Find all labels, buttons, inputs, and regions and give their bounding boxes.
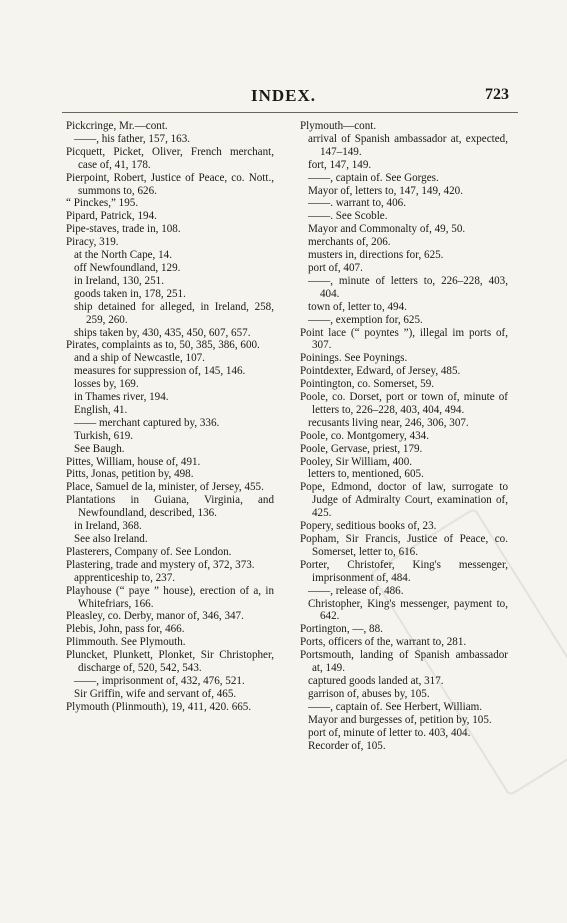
index-entry: Popham, Sir Francis, Justice of Peace, co. Somerset, letter to, 616.	[300, 533, 508, 558]
index-entry: Poinings. See Poynings.	[300, 352, 408, 365]
index-entry: Portsmouth, landing of Spanish ambassador at, 149.	[300, 649, 508, 675]
index-subentry: ——. See Scoble.	[308, 210, 388, 223]
index-subentry: See also Ireland.	[74, 533, 148, 545]
index-subentry: Recorder of, 105.	[308, 739, 386, 752]
index-entry: Pitts, Jonas, petition by, 498.	[66, 468, 194, 481]
index-entry: Pointdexter, Edward, of Jersey, 485.	[300, 365, 461, 378]
index-entry: Plantations in Guiana, Virginia, and Newfoundland, described, 136.	[66, 494, 274, 520]
index-subentry: ——, exemption for, 625.	[308, 313, 423, 326]
index-subentry: off Newfoundland, 129.	[74, 261, 181, 274]
index-subentry: in Ireland, 368.	[74, 520, 142, 533]
index-subentry: ——. warrant to, 406.	[308, 197, 406, 210]
index-entry: Pope, Edmond, doctor of law, surrogate to Judge of Admiralty Court, examination of, 425.	[300, 481, 508, 520]
index-entry: Picquett, Picket, Oliver, French merchant, case of, 41, 178.	[66, 145, 274, 171]
index-entry: Poole, co. Dorset, port or town of, minute of letters to, 226–228, 403, 404, 494.	[300, 391, 508, 416]
index-subentry: See Baugh.	[74, 442, 125, 455]
index-entry: Pierpoint, Robert, Justice of Peace, co. Nott., summons to, 626.	[66, 171, 274, 197]
index-subentry: Sir Griffin, wife and servant of, 465.	[74, 687, 237, 700]
index-subentry: —— merchant captured by, 336.	[74, 416, 220, 429]
index-entry: Plasterers, Company of. See London.	[66, 545, 232, 558]
index-subentry: at the North Cape, 14.	[74, 249, 172, 262]
index-subentry: Christopher, King's messenger, payment to, 642.	[308, 597, 508, 623]
index-subentry: Mayor and burgesses of, petition by, 105.	[308, 713, 492, 726]
index-entry: Popery, seditious books of, 23.	[300, 520, 437, 533]
index-subentry: and a ship of Newcastle, 107.	[74, 352, 205, 365]
index-entry: Pluncket, Plunkett, Plonket, Sir Christopher, discharge of, 520, 542, 543.	[66, 649, 274, 675]
index-subentry: English, 41.	[74, 403, 128, 416]
index-entry: “ Pinckes,” 195.	[66, 197, 139, 210]
index-subentry: ——, minute of letters to, 226–228, 403, 404.	[308, 274, 508, 300]
index-subentry: goods taken in, 178, 251.	[74, 287, 186, 300]
index-subentry: ships taken by, 430, 435, 450, 607, 657.	[74, 326, 251, 339]
index-entry: Pittes, William, house of, 491.	[66, 455, 201, 468]
index-subentry: Mayor and Commonalty of, 49, 50.	[308, 223, 466, 236]
index-entry: Pleasley, co. Derby, manor of, 346, 347.	[66, 610, 244, 623]
index-subentry: apprenticeship to, 237.	[74, 571, 176, 584]
index-subentry: ——, imprisonment of, 432, 476, 521.	[74, 674, 245, 687]
index-subentry: captured goods landed at, 317.	[308, 674, 444, 687]
index-subentry: Turkish, 619.	[74, 429, 134, 442]
index-subentry: arrival of Spanish ambassador at, expected, 147–149.	[308, 132, 508, 158]
page-header	[0, 86, 567, 108]
page-number: 723	[485, 86, 509, 103]
index-subentry: recusants living near, 246, 306, 307.	[308, 416, 469, 429]
page-title: INDEX.	[250, 86, 317, 105]
index-subentry: ——, captain of. See Gorges.	[308, 171, 439, 184]
index-subentry: town of, letter to, 494.	[308, 300, 407, 313]
index-entry: Pooley, Sir William, 400.	[300, 455, 413, 468]
index-subentry: merchants of, 206.	[308, 236, 391, 249]
index-entry: Plymouth—cont.	[300, 120, 377, 132]
index-entry: Pirates, complaints as to, 50, 385, 386, 600.	[66, 339, 260, 352]
index-entry: Plimmouth. See Plymouth.	[66, 636, 186, 649]
header-rule	[62, 112, 518, 113]
index-entry: Pointington, co. Somerset, 59.	[300, 378, 435, 391]
index-subentry: musters in, directions for, 625.	[308, 249, 444, 262]
index-subentry: port of, minute of letter to. 403, 404.	[308, 726, 471, 739]
index-entry: Pipe-staves, trade in, 108.	[66, 223, 181, 236]
index-subentry: Mayor of, letters to, 147, 149, 420.	[308, 184, 463, 197]
index-subentry: measures for suppression of, 145, 146.	[74, 365, 246, 378]
index-entry: Portington, —, 88.	[300, 623, 383, 636]
index-column-right	[300, 120, 508, 752]
index-entry: Place, Samuel de la, minister, of Jersey, 455.	[66, 481, 264, 494]
index-subentry: garrison of, abuses by, 105.	[308, 687, 430, 700]
index-entry: Plastering, trade and mystery of, 372, 373.	[66, 558, 255, 571]
index-entry: Plebis, John, pass for, 466.	[66, 623, 185, 636]
index-subentry: letters to, mentioned, 605.	[308, 468, 424, 481]
index-subentry: port of, 407.	[308, 261, 363, 274]
index-entry: Point lace (“ poyntes ”), illegal im ports of, 307.	[300, 326, 508, 352]
index-entry: Pipard, Patrick, 194.	[66, 210, 157, 223]
index-entry: Pickcringe, Mr.—cont.	[66, 120, 168, 132]
index-subentry: in Ireland, 130, 251.	[74, 274, 164, 287]
index-subentry: in Thames river, 194.	[74, 391, 169, 404]
index-subentry: ——, release of, 486.	[308, 584, 404, 597]
index-entry: Playhouse (“ paye ” house), erection of a, in Whitefriars, 166.	[66, 584, 274, 610]
index-column-left	[66, 120, 274, 714]
index-entry: Poole, co. Montgomery, 434.	[300, 429, 430, 442]
index-entry: Poole, Gervase, priest, 179.	[300, 442, 423, 455]
index-subentry: ship detained for alleged, in Ireland, 258, 259, 260.	[74, 300, 274, 326]
index-subentry: fort, 147, 149.	[308, 158, 372, 171]
index-entry: Porter, Christofer, King's messenger, imprisonment of, 484.	[300, 558, 508, 584]
index-subentry: ——, his father, 157, 163.	[74, 132, 191, 145]
index-entry: Piracy, 319.	[66, 236, 119, 249]
index-subentry: losses by, 169.	[74, 378, 139, 391]
index-entry: Ports, officers of the, warrant to, 281.	[300, 636, 467, 649]
index-subentry: ——, captain of. See Herbert, William.	[308, 700, 483, 713]
index-entry: Plymouth (Plinmouth), 19, 411, 420. 665.	[66, 700, 252, 713]
